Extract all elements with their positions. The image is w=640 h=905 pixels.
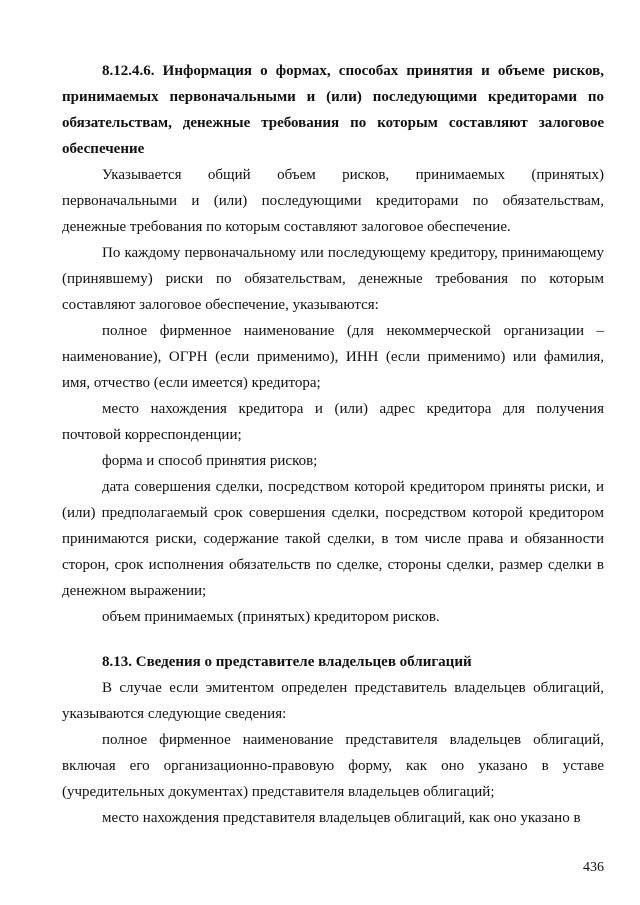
subsection-heading-8-12-4-6: 8.12.4.6. Информация о формах, способах принятия и объеме рисков, принимаемых первоначальными и (или) последующими кредиторами по обязательствам, денежные требования по которым составляют залоговое обеспечение (62, 63, 604, 157)
paragraph: В случае если эмитентом определен представитель владельцев облигаций, указываются следующие сведения: (62, 680, 604, 722)
page-number: 436 (583, 860, 604, 875)
section-heading-8-13: 8.13. Сведения о представителе владельцев облигаций (102, 654, 472, 670)
paragraph: По каждому первоначальному или последующему кредитору, принимающему (принявшему) риски по обязательствам, денежные требования по которым составляют залоговое обеспечение, указываются: (62, 245, 604, 313)
paragraph: дата совершения сделки, посредством которой кредитором приняты риски, и (или) предполагаемый срок совершения сделки, посредством которой кредитором принимаются риски, содержание такой сделки, в том числе права и обязанности сторон, срок исполнения обязательств по сделке, стороны сделки, размер сделки в денежном выражении; (62, 479, 604, 599)
paragraph: полное фирменное наименование (для некоммерческой организации – наименование), ОГРН (если применимо), ИНН (если применимо) или фамилия, имя, отчество (если имеется) кредитора; (62, 323, 604, 391)
paragraph: объем принимаемых (принятых) кредитором рисков. (102, 609, 440, 625)
page-content (62, 58, 604, 831)
paragraph: место нахождения кредитора и (или) адрес кредитора для получения почтовой корреспонденции; (62, 401, 604, 443)
paragraph: место нахождения представителя владельцев облигаций, как оно указано в (102, 810, 581, 826)
paragraph: полное фирменное наименование представителя владельцев облигаций, включая его организационно-правовую форму, как оно указано в уставе (учредительных документах) представителя владельцев облигаций; (62, 732, 604, 800)
paragraph: Указывается общий объем рисков, принимаемых (принятых) первоначальными и (или) последующими кредиторами по обязательствам, денежные требования по которым составляют залоговое обеспечение. (62, 167, 604, 235)
paragraph: форма и способ принятия рисков; (102, 453, 318, 469)
